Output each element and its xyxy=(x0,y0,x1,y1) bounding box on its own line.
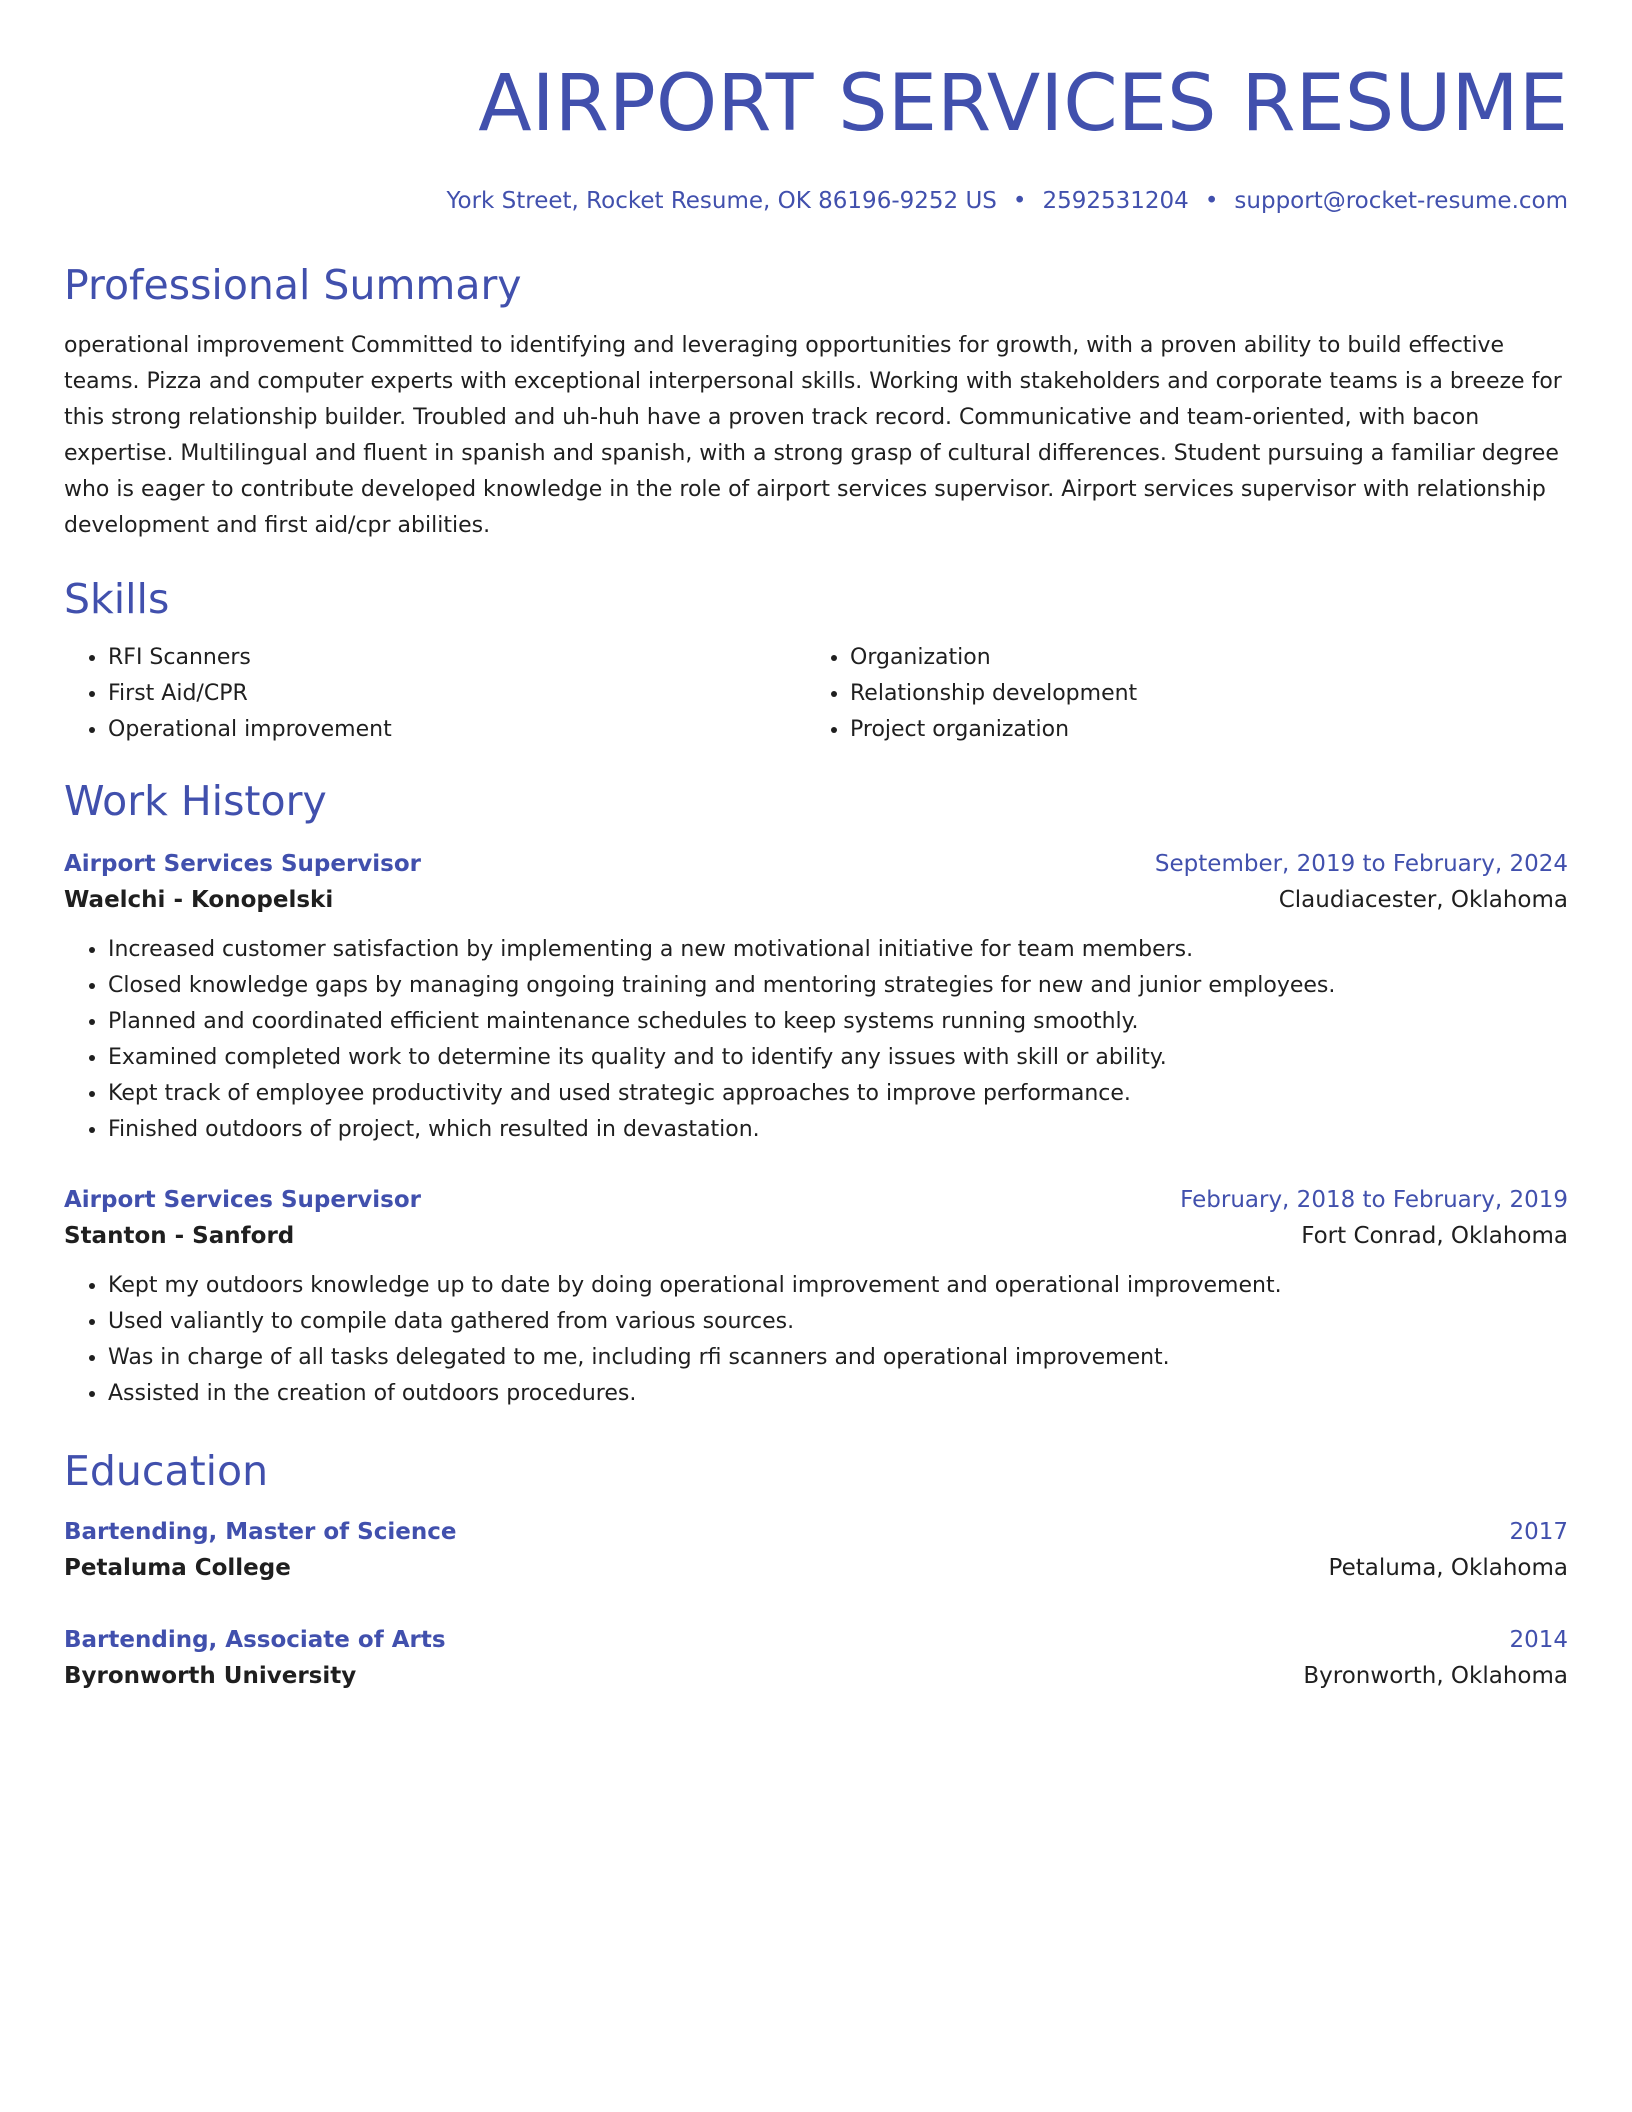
resume-page xyxy=(64,0,1568,1694)
job-bullet: • Closed knowledge gaps by managing ongoing training and mentoring strategies for new and junior employees. xyxy=(108,968,1568,1004)
job-role: Airport Services Supervisor xyxy=(64,851,422,877)
skill-item: • Relationship development xyxy=(850,676,1548,712)
contact-phone: 2592531204 xyxy=(1042,188,1189,214)
education-heading: Education xyxy=(64,1447,269,1495)
contact-address: York Street, Rocket Resume, OK 86196-9252 US xyxy=(446,188,997,214)
education-school: Petaluma College xyxy=(64,1555,291,1581)
education-school: Byronworth University xyxy=(64,1663,357,1689)
job-location: Claudiacester, Oklahoma xyxy=(1278,887,1568,913)
resume-title: AIRPORT SERVICES RESUME xyxy=(478,59,1568,149)
education-entry xyxy=(64,1622,1568,1694)
education-school-row xyxy=(64,1550,1568,1586)
job-company: Stanton - Sanford xyxy=(64,1223,295,1249)
job-bullet: • Was in charge of all tasks delegated to me, including rfi scanners and operational improvement. xyxy=(108,1340,1568,1376)
job-header-row xyxy=(64,1182,1568,1218)
job-dates: September, 2019 to February, 2024 xyxy=(1154,851,1568,877)
education-year: 2014 xyxy=(1509,1627,1568,1653)
separator-dot: • xyxy=(1204,188,1219,214)
job-dates: February, 2018 to February, 2019 xyxy=(1180,1187,1568,1213)
skills-column-left xyxy=(64,640,806,748)
skill-item: • RFI Scanners xyxy=(108,640,806,676)
education-degree: Bartending, Master of Science xyxy=(64,1519,457,1545)
job-bullet: • Used valiantly to compile data gathered from various sources. xyxy=(108,1304,1568,1340)
contact-line xyxy=(64,186,1568,216)
education-degree: Bartending, Associate of Arts xyxy=(64,1627,446,1653)
job-bullets xyxy=(64,932,1568,1148)
job-role: Airport Services Supervisor xyxy=(64,1187,422,1213)
summary-heading: Professional Summary xyxy=(64,261,522,309)
job-header-row xyxy=(64,846,1568,882)
contact-email[interactable]: support@rocket-resume.com xyxy=(1234,188,1568,214)
work-history-heading: Work History xyxy=(64,777,327,825)
skill-item: • First Aid/CPR xyxy=(108,676,806,712)
skill-item: • Project organization xyxy=(850,712,1548,748)
job-company-row xyxy=(64,1218,1568,1254)
skill-item: • Organization xyxy=(850,640,1548,676)
job-bullet: • Examined completed work to determine its quality and to identify any issues with skill or ability. xyxy=(108,1040,1568,1076)
separator-dot: • xyxy=(1012,188,1027,214)
summary-text: operational improvement Committed to identifying and leveraging opportunities for growth, with a proven ability to build effective teams. Pizza and computer experts with exceptional interpersonal skills. Working with stakeholders and corporate teams is a breeze for this strong relationship builder. Troubled and uh-huh have a proven track record. Communicative and team-oriented, with bacon expertise. Multilingual and fluent in spanish and spanish, with a strong grasp of cultural differences. Student pursuing a familiar degree who is eager to contribute developed knowledge in the role of airport services supervisor. Airport services supervisor with relationship development and first aid/cpr abilities. xyxy=(64,333,1562,538)
job-bullet: • Planned and coordinated efficient maintenance schedules to keep systems running smoothly. xyxy=(108,1004,1568,1040)
skill-item: • Operational improvement xyxy=(108,712,806,748)
education-degree-row xyxy=(64,1622,1568,1658)
job-company-row xyxy=(64,882,1568,918)
job-bullet: • Kept track of employee productivity and used strategic approaches to improve performance. xyxy=(108,1076,1568,1112)
job-entry xyxy=(64,1182,1568,1412)
job-bullets xyxy=(64,1268,1568,1412)
job-bullet: • Assisted in the creation of outdoors procedures. xyxy=(108,1376,1568,1412)
job-bullet: • Finished outdoors of project, which resulted in devastation. xyxy=(108,1112,1568,1148)
job-bullet: • Kept my outdoors knowledge up to date by doing operational improvement and operational improvement. xyxy=(108,1268,1568,1304)
education-year: 2017 xyxy=(1509,1519,1568,1545)
job-bullet: • Increased customer satisfaction by implementing a new motivational initiative for team members. xyxy=(108,932,1568,968)
education-degree-row xyxy=(64,1514,1568,1550)
job-company: Waelchi - Konopelski xyxy=(64,887,334,913)
skills-column-right xyxy=(806,640,1548,748)
education-location: Petaluma, Oklahoma xyxy=(1328,1555,1568,1581)
job-location: Fort Conrad, Oklahoma xyxy=(1301,1223,1568,1249)
skills-heading: Skills xyxy=(64,575,170,623)
education-school-row xyxy=(64,1658,1568,1694)
skills-list xyxy=(64,640,1568,748)
education-location: Byronworth, Oklahoma xyxy=(1303,1663,1568,1689)
education-entry xyxy=(64,1514,1568,1586)
job-entry xyxy=(64,846,1568,1148)
